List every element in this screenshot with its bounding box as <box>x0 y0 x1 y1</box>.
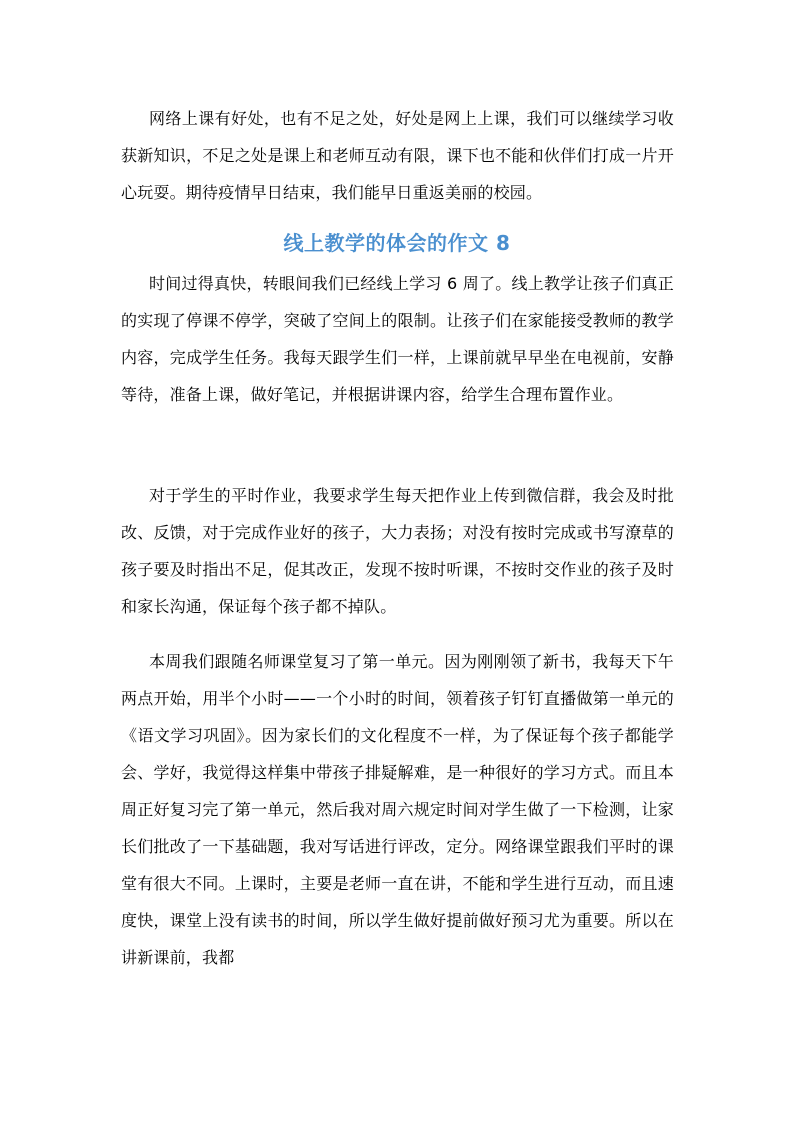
paragraph-intro: 网络上课有好处，也有不足之处，好处是网上上课，我们可以继续学习收获新知识，不足之处是课上和老师互动有限，课下也不能和伙伴们打成一片开心玩耍。期待疫情早日结束，我们能早日重返美丽的校园。 <box>121 109 674 202</box>
section-heading: 线上教学的体会的作文 8 <box>283 231 511 255</box>
paragraph-3: 本周我们跟随名师课堂复习了第一单元。因为刚刚领了新书，我每天下午两点开始，用半个小时——一个小时的时间，领着孩子钉钉直播做第一单元的《语文学习巩固》。因为家长们的文化程度不一样，为了保证每个孩子都能学会、学好，我觉得这样集中带孩子排疑解难，是一种很好的学习方式。而且本周正好复习完了第一单元，然后我对周六规定时间对学生做了一下检测，让家长们批改了一下基础题，我对写话进行评改，定分。网络课堂跟我们平时的课堂有很大不同。上课时，主要是老师一直在讲，不能和学生进行互动，而且速度快，课堂上没有读书的时间，所以学生做好提前做好预习尤为重要。所以在讲新课前，我都 <box>121 652 674 967</box>
paragraph-2: 对于学生的平时作业，我要求学生每天把作业上传到微信群，我会及时批改、反馈，对于完成作业好的孩子，大力表扬；对没有按时完成或书写潦草的孩子要及时指出不足，促其改正，发现不按时听课，不按时交作业的孩子及时和家长沟通，保证每个孩子都不掉队。 <box>121 486 674 616</box>
paragraph-1: 时间过得真快，转眼间我们已经线上学习 6 周了。线上教学让孩子们真正的实现了停课不停学，突破了空间上的限制。让孩子们在家能接受教师的教学内容，完成学生任务。我每天跟学生们一样，上课前就早早坐在电视前，安静等待，准备上课，做好笔记，并根据讲课内容，给学生合理布置作业。 <box>121 274 674 404</box>
